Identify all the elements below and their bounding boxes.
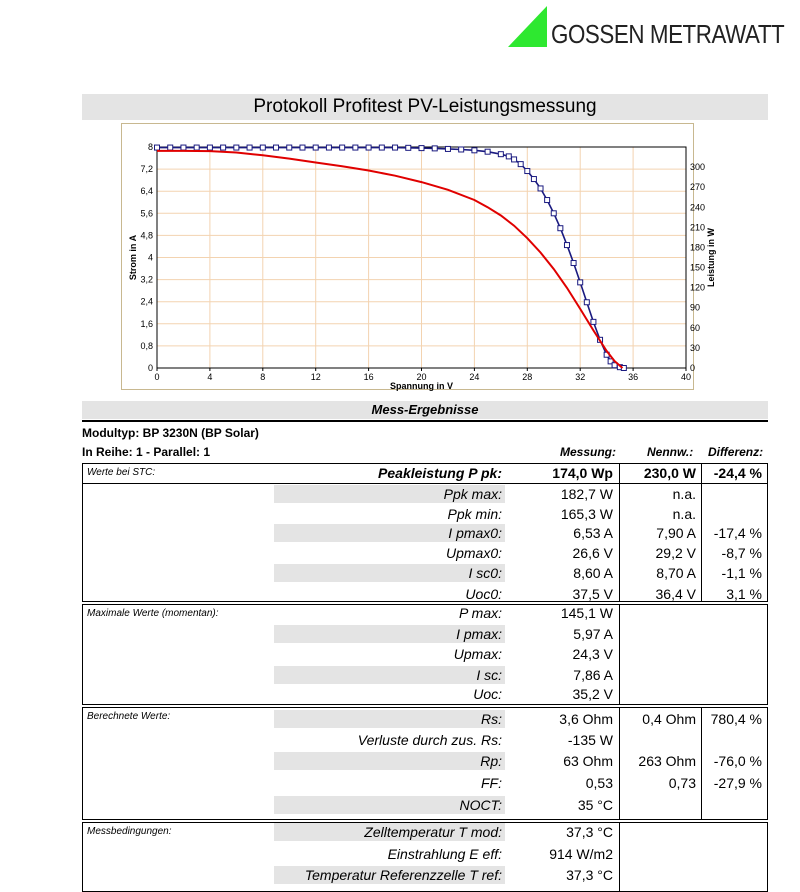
cond-section-label: Messbedingungen: (87, 826, 172, 837)
y-left-tick-label: 8 (147, 142, 153, 152)
row-label: Ppk min: (447, 506, 502, 522)
row-shade (274, 666, 505, 684)
y-left-tick-label: 7,2 (140, 164, 153, 175)
col-messung-header: Messung: (560, 445, 617, 459)
page-title: Protokoll Profitest PV-Leistungsmessung (253, 96, 597, 117)
series-marker (274, 145, 279, 150)
series-marker (379, 145, 384, 150)
series-marker (578, 280, 583, 285)
series-marker (168, 145, 173, 150)
col-nennw-header: Nennw.: (647, 445, 694, 459)
row-messung: 63 Ohm (563, 753, 613, 769)
x-tick-label: 20 (416, 372, 427, 382)
x-tick-label: 16 (363, 372, 374, 382)
row-label: I sc: (476, 667, 502, 683)
brand-name: GOSSEN METRAWATT (551, 19, 785, 49)
row-messung: 3,6 Ohm (559, 711, 613, 727)
series-marker (234, 145, 239, 150)
chart-svg (122, 124, 716, 391)
row-label: Upmax0: (445, 545, 502, 561)
series-marker (558, 226, 563, 231)
row-messung: 24,3 V (572, 646, 613, 662)
x-tick-label: 0 (154, 372, 160, 382)
y-right-tick-label: 60 (690, 322, 701, 333)
series-marker (406, 145, 411, 150)
title-bar (82, 94, 768, 120)
series-marker (472, 148, 477, 153)
series-marker (591, 319, 596, 324)
y-left-tick-label: 6,4 (140, 186, 153, 197)
col-diff-header: Differenz: (708, 445, 764, 459)
y-left-tick-label: 0 (147, 363, 153, 373)
row-nennw: 36,4 V (655, 586, 696, 602)
y-right-tick-label: 90 (690, 302, 701, 313)
row-label: NOCT: (459, 797, 502, 813)
row-diff: -24,4 % (713, 465, 762, 481)
y-right-tick-label: 120 (690, 282, 706, 293)
max-section-label: Maximale Werte (momentan): (87, 608, 219, 619)
x-tick-label: 8 (260, 372, 266, 382)
series-marker (300, 145, 305, 150)
row-shade (274, 710, 505, 728)
row-label: Verluste durch zus. Rs: (357, 732, 502, 748)
row-diff: -1,1 % (721, 565, 762, 581)
calc-col-divider (701, 707, 702, 820)
y-right-tick-label: 300 (690, 162, 706, 173)
row-label: P max: (458, 605, 502, 621)
y-left-tick-label: 4 (147, 252, 153, 263)
x-tick-label: 4 (207, 372, 213, 382)
row-nennw: n.a. (672, 506, 696, 522)
y-left-axis-label: Strom in A (128, 234, 138, 281)
y-right-tick-label: 240 (690, 202, 706, 213)
row-messung: 37,5 V (572, 586, 613, 602)
row-nennw: 0,4 Ohm (642, 711, 696, 727)
row-diff: 780,4 % (710, 711, 762, 727)
iv-chart (121, 123, 716, 391)
series-marker (326, 145, 331, 150)
series-marker (525, 169, 530, 174)
row-diff: -17,4 % (713, 525, 762, 541)
series-marker (551, 211, 556, 216)
row-diff: -8,7 % (721, 545, 762, 561)
row-label: Peakleistung P pk: (378, 465, 502, 481)
series-marker (207, 145, 212, 150)
row-nennw: 263 Ohm (638, 753, 696, 769)
stc-peak-underline (82, 483, 768, 484)
series-marker (498, 152, 503, 157)
results-divider (82, 420, 768, 422)
x-tick-label: 40 (680, 372, 692, 382)
results-title: Mess-Ergebnisse (371, 402, 479, 417)
row-messung: 35 °C (577, 797, 613, 813)
row-label: Einstrahlung E eff: (387, 846, 502, 862)
y-left-tick-label: 5,6 (140, 208, 153, 219)
series-marker (393, 145, 398, 150)
x-tick-label: 24 (469, 372, 480, 382)
row-label: Rp: (480, 753, 502, 769)
row-messung: 145,1 W (560, 605, 613, 621)
series-marker (571, 261, 576, 266)
y-right-tick-label: 0 (690, 363, 696, 373)
series-marker (545, 198, 550, 203)
series-marker (353, 145, 358, 150)
y-right-axis-label: Leistung in W (706, 228, 716, 287)
row-nennw: 8,70 A (656, 565, 696, 581)
series-marker (221, 145, 226, 150)
y-left-tick-label: 0,8 (140, 340, 153, 351)
gossen-logo-triangle-icon (508, 6, 548, 48)
row-label: Upmax: (453, 646, 502, 662)
row-messung: 35,2 V (572, 686, 613, 702)
series-marker (584, 300, 589, 305)
reihe-parallel: In Reihe: 1 - Parallel: 1 (82, 445, 211, 459)
y-left-tick-label: 1,6 (140, 318, 153, 329)
calc-section-label: Berechnete Werte: (87, 711, 171, 722)
modultyp: Modultyp: BP 3230N (BP Solar) (82, 426, 259, 440)
row-label: I sc0: (468, 565, 502, 581)
y-left-tick-label: 3,2 (140, 274, 153, 285)
y-left-tick-label: 2,4 (140, 296, 153, 307)
cond-col-divider (619, 822, 620, 892)
series-marker (512, 157, 517, 162)
y-right-tick-label: 180 (690, 242, 706, 253)
row-diff: -27,9 % (713, 775, 762, 791)
row-messung: 26,6 V (572, 545, 613, 561)
series-marker (538, 186, 543, 191)
series-marker (518, 162, 523, 167)
y-left-tick-label: 4,8 (140, 230, 153, 241)
x-tick-label: 12 (310, 372, 321, 382)
series-marker (419, 146, 424, 151)
row-messung: 174,0 Wp (552, 465, 613, 481)
series-marker (432, 146, 437, 151)
row-messung: 165,3 W (560, 506, 613, 522)
row-label: I pmax: (456, 626, 502, 642)
series-marker (564, 243, 569, 248)
row-messung: 0,53 (585, 775, 613, 791)
series-marker (506, 154, 511, 159)
row-messung: 914 W/m2 (549, 846, 613, 862)
row-nennw: 230,0 W (643, 465, 696, 481)
series-marker (366, 145, 371, 150)
row-diff: 3,1 % (726, 586, 762, 602)
series-marker (313, 145, 318, 150)
series-marker (247, 145, 252, 150)
row-messung: 37,3 °C (566, 867, 613, 883)
series-marker (531, 177, 536, 182)
stc-section-label: Werte bei STC: (87, 467, 156, 478)
series-marker (485, 149, 490, 154)
series-marker (194, 145, 199, 150)
series-marker (287, 145, 292, 150)
max-box (82, 604, 768, 705)
series-marker (459, 147, 464, 152)
row-nennw: n.a. (672, 486, 696, 502)
row-shade (274, 752, 505, 770)
row-messung: 182,7 W (560, 486, 613, 502)
row-label: Temperatur Referenzzelle T ref: (304, 867, 502, 883)
x-tick-label: 28 (522, 372, 533, 382)
series-marker (445, 146, 450, 151)
row-messung: 37,3 °C (566, 824, 613, 840)
row-messung: 5,97 A (573, 626, 613, 642)
row-nennw: 7,90 A (656, 525, 696, 541)
results-header-bar (82, 401, 768, 419)
x-tick-label: 32 (575, 372, 586, 382)
row-nennw: 0,73 (668, 775, 696, 791)
x-tick-label: 36 (628, 372, 639, 382)
max-col-divider (619, 604, 620, 705)
row-label: Uoc0: (465, 586, 502, 602)
y-right-tick-label: 30 (690, 342, 701, 353)
series-marker (340, 145, 345, 150)
row-label: Zelltemperatur T mod: (364, 824, 502, 840)
row-messung: -135 W (567, 732, 613, 748)
row-label: Uoc: (473, 686, 502, 702)
series-marker (181, 145, 186, 150)
y-right-tick-label: 270 (690, 182, 706, 193)
row-label: Ppk max: (443, 486, 502, 502)
row-diff: -76,0 % (713, 753, 762, 769)
row-messung: 7,86 A (573, 667, 613, 683)
row-nennw: 29,2 V (655, 545, 696, 561)
y-right-tick-label: 210 (690, 222, 706, 233)
row-label: FF: (481, 775, 502, 791)
x-axis-label: Spannung in V (390, 381, 453, 391)
row-label: I pmax0: (448, 525, 502, 541)
row-messung: 8,60 A (573, 565, 613, 581)
row-label: Rs: (481, 711, 502, 727)
row-messung: 6,53 A (573, 525, 613, 541)
y-right-tick-label: 150 (690, 262, 706, 273)
calc-col-divider (619, 707, 620, 820)
series-marker (155, 145, 160, 150)
series-marker (260, 145, 265, 150)
